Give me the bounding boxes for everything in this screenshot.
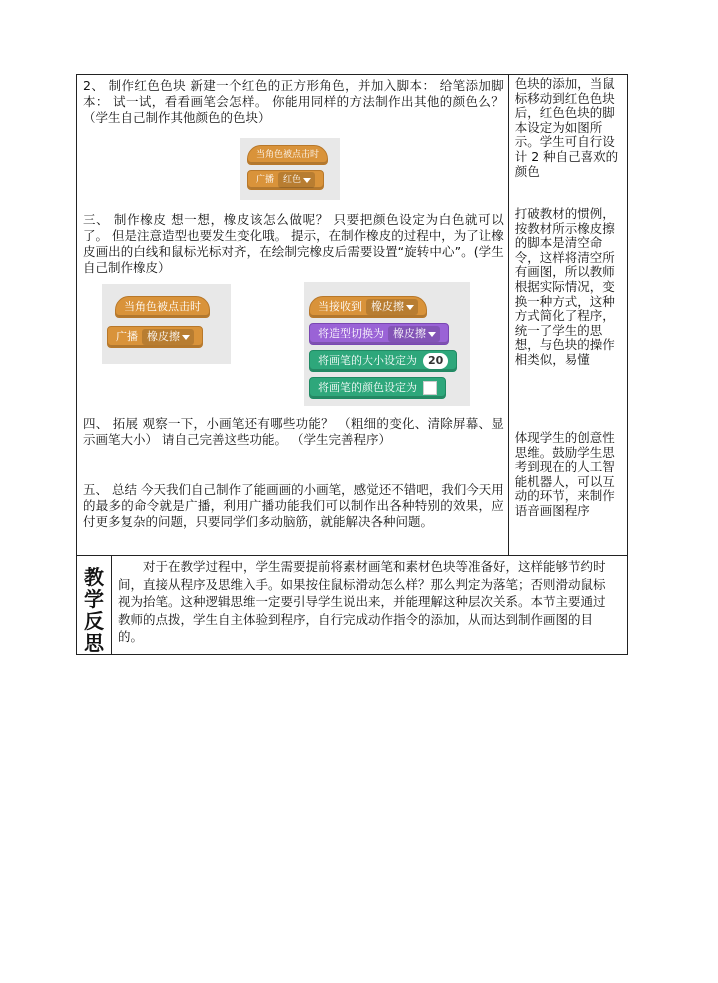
note-creativity: 体现学生的创意性思维。鼓励学生思考到现在的人工智能机器人，可以互动的环节，来制作语音画图程序 — [514, 430, 615, 518]
broadcast-dropdown: 红色 — [278, 172, 315, 188]
note-color-block: 色块的添加，当鼠标移动到红色色块后，红色色块的脚本设定为如图所示。学生可自行设计 2 种自己喜欢的颜色 — [514, 76, 619, 179]
receive-dropdown: 橡皮擦 — [366, 299, 418, 315]
when-sprite-clicked-block: 当角色被点击时 — [115, 296, 210, 318]
set-pen-size-block: 将画笔的大小设定为 20 — [309, 350, 457, 372]
when-sprite-clicked-block: 当角色被点击时 — [247, 145, 328, 165]
eraser-scripts-image — [77, 280, 508, 408]
section-3-text: 三、 制作橡皮 想一想，橡皮该怎么做呢？ 只要把颜色设定为白色就可以了。 但是注意造型也要发生变化哦。 提示，在制作橡皮的过程中，为了让橡皮画出的白线和鼠标光标对齐，在绘制完橡皮后需要设置“旋转中心”。(学生自己制作橡皮） — [83, 212, 504, 275]
set-pen-color-block: 将画笔的颜色设定为 — [309, 377, 446, 399]
broadcast-dropdown: 橡皮擦 — [142, 329, 194, 345]
reflection-row — [77, 556, 628, 655]
section-2-text: 2、 制作红色色块 新建一个红色的正方形角色，并加入脚本： 给笔添加脚本： 试一试，看看画笔会怎样。 你能用同样的方法制作出其他的颜色么？ （学生自己制作其他颜色的色块） — [83, 78, 504, 125]
switch-costume-block: 将造型切换为 橡皮擦 — [309, 323, 449, 345]
red-script-image — [77, 130, 508, 212]
when-receive-block: 当接收到 橡皮擦 — [309, 296, 427, 318]
broadcast-block: 广播 红色 — [247, 170, 324, 190]
lesson-table — [76, 74, 628, 655]
notes-cell — [508, 75, 627, 556]
pen-color-swatch — [423, 381, 437, 395]
note-eraser: 打破教材的惯例，按教材所示橡皮擦的脚本是清空命令，这样将清空所有画图，所以教师根据实际情况，变换一种方式，这种方式简化了程序，统一了学生的思想，与色块的操作相类似，易懂 — [514, 206, 615, 367]
costume-dropdown: 橡皮擦 — [388, 326, 440, 342]
reflection-text: 对于在教学过程中，学生需要提前将素材画笔和素材色块等准备好，这样能够节约时间，直接从程序及思维入手。如果按住鼠标滑动怎么样？那么判定为落笔；否则滑动鼠标视为抬笔。这种逻辑思维一定要引导学生说出来，并能理解这种层次关系。本节主要通过教师的点拨，学生自主体验到程序，自行完成动作指令的添加，从而达到制作画图的目的。 — [118, 559, 606, 644]
broadcast-block: 广播 橡皮擦 — [107, 326, 203, 348]
reflection-label: 教学反思 — [84, 565, 104, 655]
pen-size-value: 20 — [423, 353, 448, 369]
section-4-text: 四、 拓展 观察一下，小画笔还有哪些功能？ （粗细的变化、清除屏幕、显示画笔大小） 请自己完善这些功能。 （学生完善程序） — [83, 416, 504, 447]
content-cell — [77, 75, 509, 556]
section-5-text: 五、 总结 今天我们自己制作了能画画的小画笔，感觉还不错吧，我们今天用的最多的命令就是广播，利用广播功能我们可以制作出各种特别的效果，应付更多复杂的问题，只要同学们多动脑筋，就能解决各种问题。 — [83, 482, 504, 529]
